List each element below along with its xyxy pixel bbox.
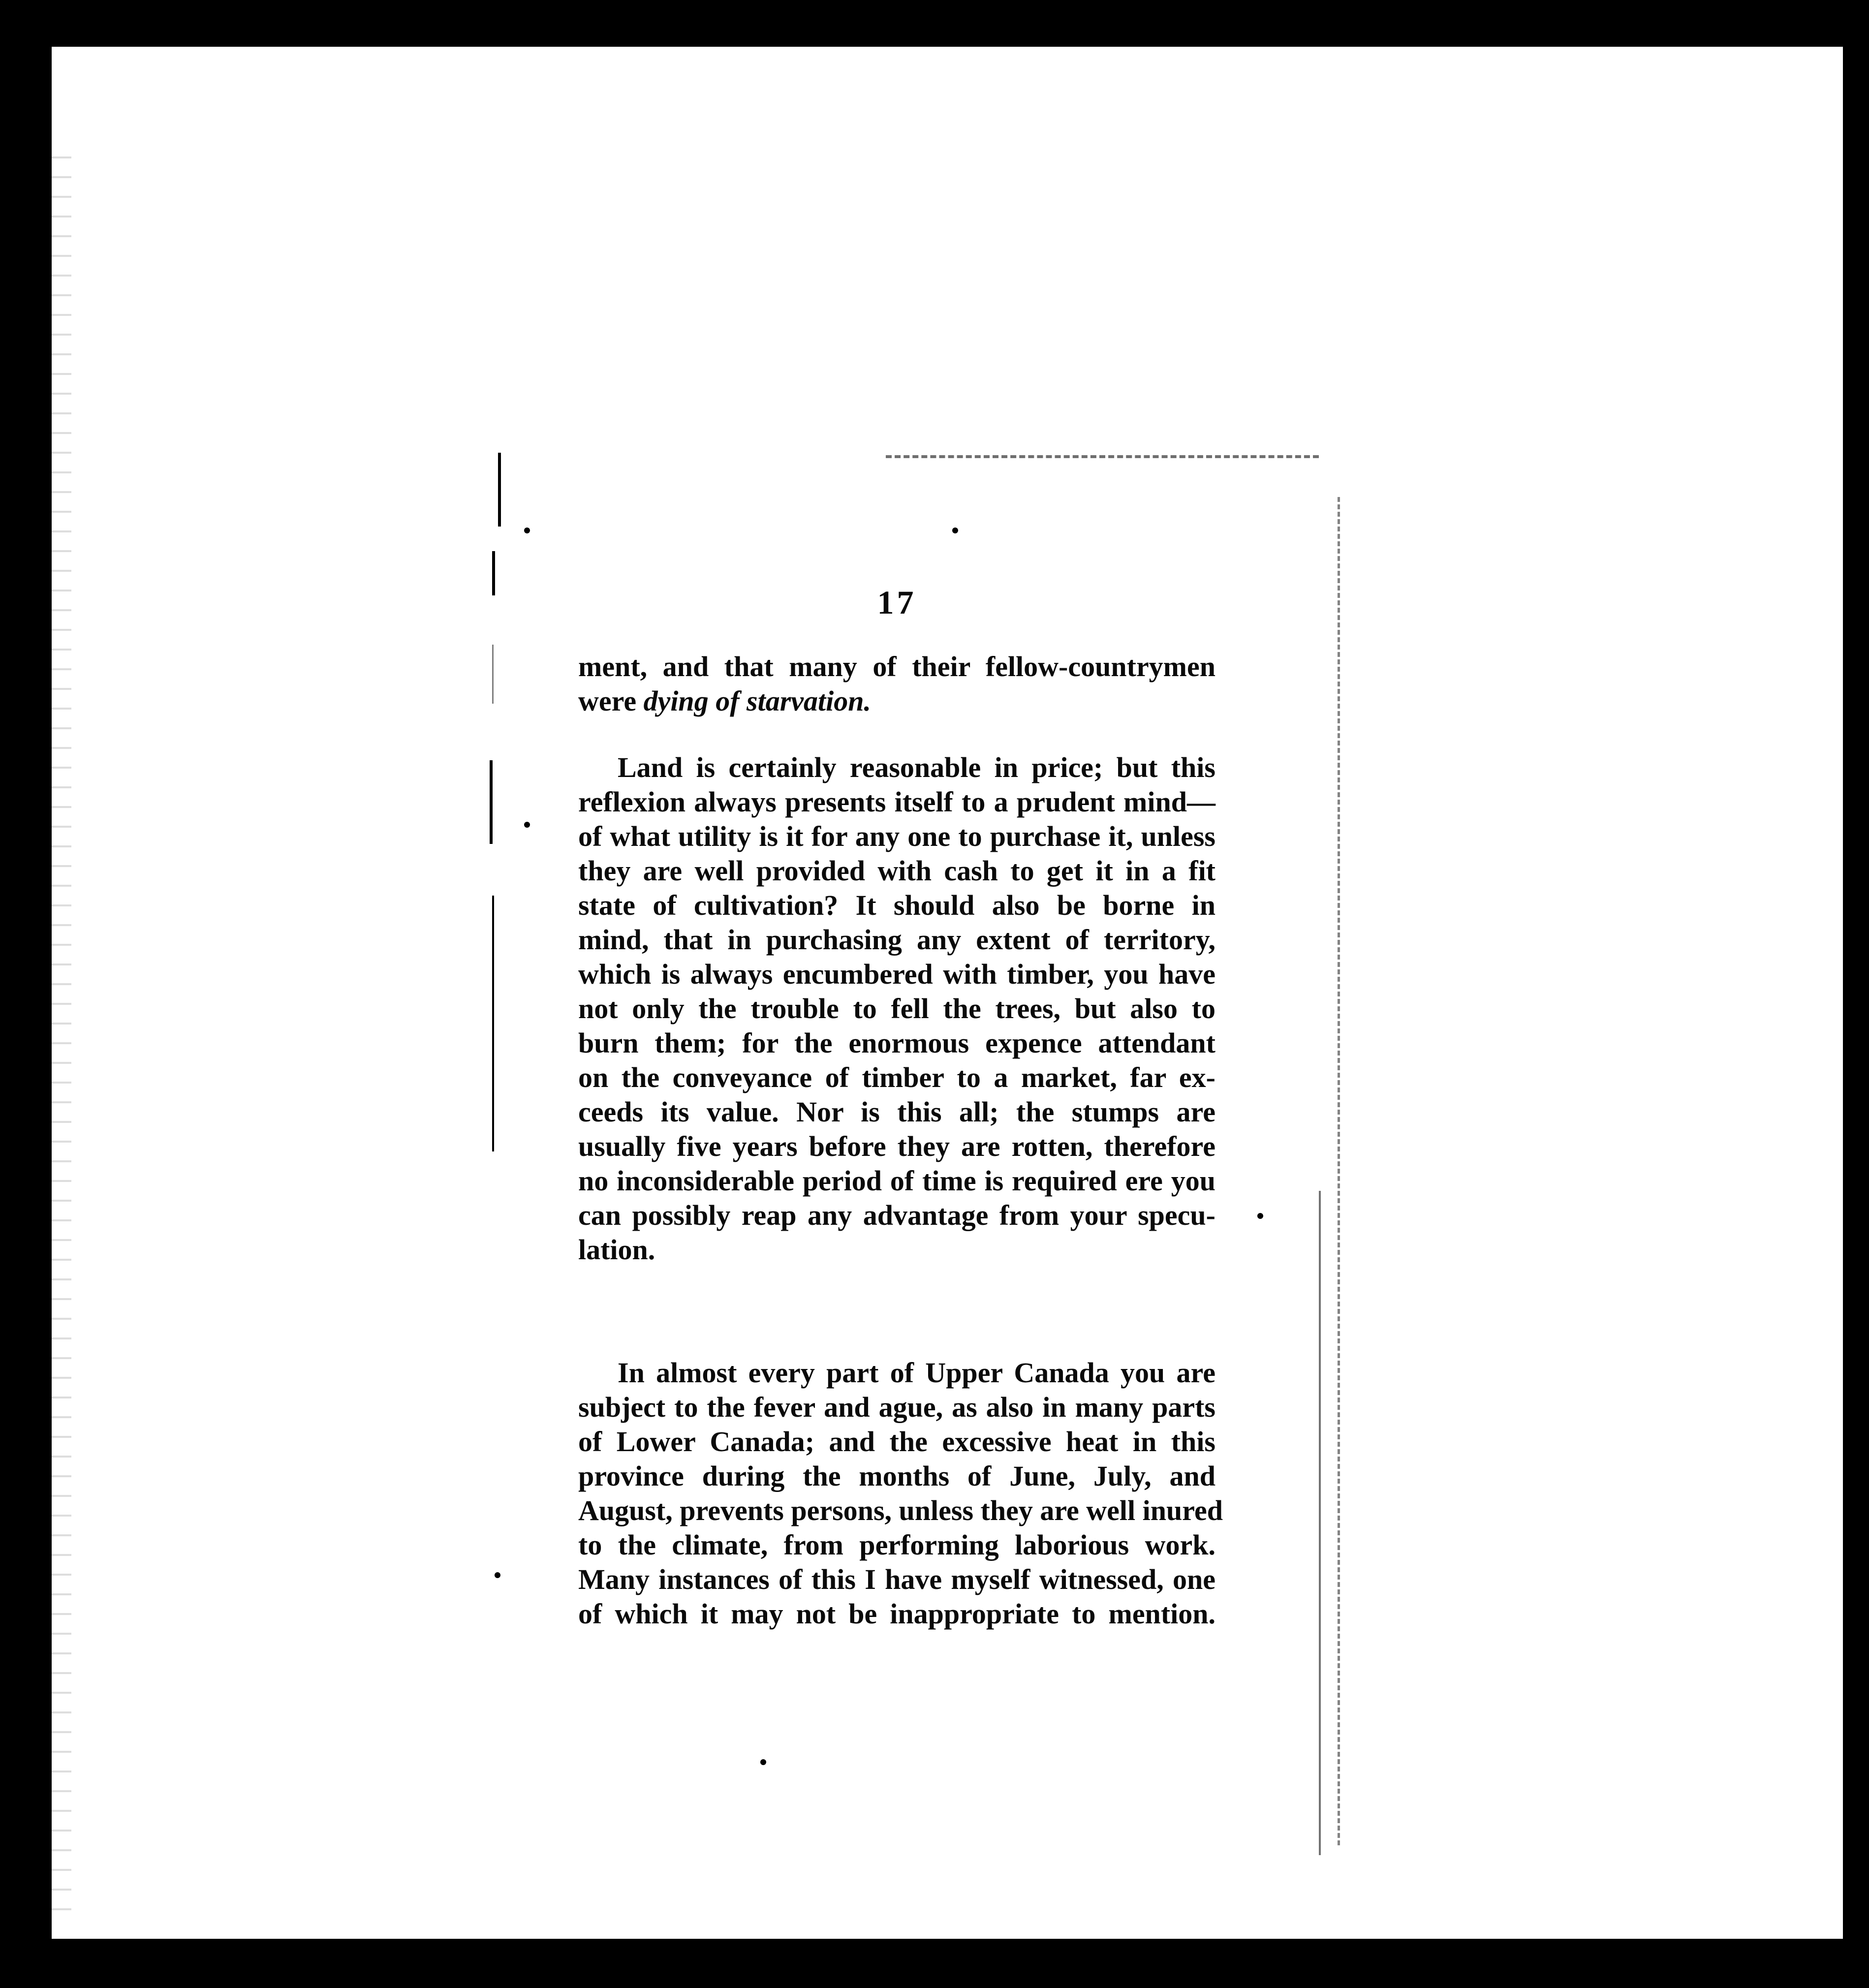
italic-phrase: dying of starvation. xyxy=(643,685,871,717)
text-line: ment, and that many of their fellow-countrymen xyxy=(578,651,1215,683)
speck xyxy=(952,528,958,533)
text-line: no inconsiderable period of time is required ere you xyxy=(578,1165,1215,1197)
margin-mark xyxy=(1319,1191,1321,1855)
line-prefix: were xyxy=(578,685,644,717)
text-line: August, prevents persons, unless they are well inured xyxy=(578,1494,1223,1526)
margin-mark xyxy=(492,645,494,704)
text-line: Land is certainly reasonable in price; but this xyxy=(618,751,1215,783)
speck xyxy=(760,1759,766,1765)
text-line: usually five years before they are rotten, therefore xyxy=(578,1130,1215,1162)
margin-mark xyxy=(492,896,494,1151)
page-edge-right xyxy=(1338,497,1340,1845)
margin-mark xyxy=(490,760,493,844)
text-line: which is always encumbered with timber, you have xyxy=(578,958,1215,990)
speck xyxy=(524,528,530,533)
text-line: of Lower Canada; and the excessive heat in this xyxy=(578,1426,1215,1458)
margin-mark xyxy=(492,551,495,595)
speck xyxy=(495,1572,500,1578)
text-line: burn them; for the enormous expence attendant xyxy=(578,1027,1215,1059)
scan-edge-noise xyxy=(52,148,71,1919)
speck xyxy=(1257,1213,1263,1219)
text-line: state of cultivation? It should also be borne in xyxy=(578,889,1215,921)
page-edge-top xyxy=(886,455,1319,458)
text-line: reflexion always presents itself to a prudent mind— xyxy=(578,786,1215,818)
text-line: province during the months of June, July, and xyxy=(578,1460,1215,1492)
text-line: In almost every part of Upper Canada you are xyxy=(618,1357,1215,1389)
text-line: lation. xyxy=(578,1234,655,1266)
text-line: not only the trouble to fell the trees, but also to xyxy=(578,993,1215,1025)
text-line: Many instances of this I have myself witnessed, one xyxy=(578,1563,1215,1595)
text-line: subject to the fever and ague, as also in many parts xyxy=(578,1391,1215,1423)
text-line: of what utility is it for any one to purchase it, unless xyxy=(578,820,1215,852)
page-number: 17 xyxy=(877,584,917,621)
text-line: to the climate, from performing laborious work. xyxy=(578,1529,1215,1561)
text-line: on the conveyance of timber to a market, far ex- xyxy=(578,1061,1215,1093)
text-line: mind, that in purchasing any extent of territory, xyxy=(578,924,1215,956)
text-line: of which it may not be inappropriate to mention. xyxy=(578,1598,1215,1630)
text-line: ceeds its value. Nor is this all; the stumps are xyxy=(578,1096,1215,1128)
book-page xyxy=(578,576,1223,1673)
speck xyxy=(524,822,530,828)
text-line: can possibly reap any advantage from your specu- xyxy=(578,1199,1215,1231)
margin-mark xyxy=(498,453,501,527)
text-line xyxy=(578,684,1215,718)
text-line: they are well provided with cash to get it in a fit xyxy=(578,855,1215,887)
